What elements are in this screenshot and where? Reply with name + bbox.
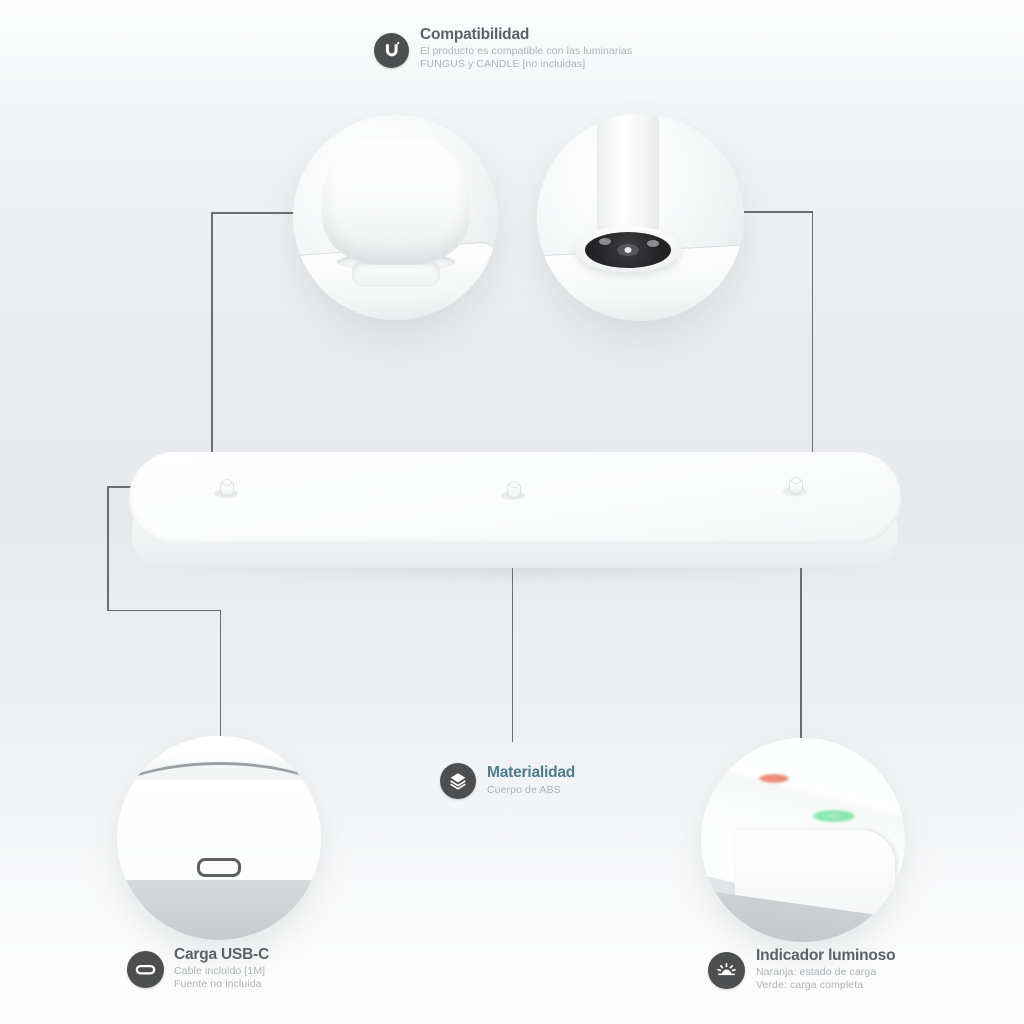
magnet-icon — [374, 33, 409, 68]
usb-charging-line-1: Cable incluido [1M] — [174, 965, 266, 977]
usb-c-port — [197, 858, 241, 877]
candle-base-center-dot — [625, 247, 632, 253]
charging-pin-left — [213, 479, 239, 499]
materiality-title: Materialidad — [487, 764, 576, 781]
callout-line-candle-h — [744, 211, 813, 213]
charging-pin-center — [500, 481, 526, 501]
light-indicator-icon-glyph — [714, 958, 739, 983]
callout-line-usb-v1 — [107, 486, 109, 611]
candle-base-notch — [647, 240, 659, 247]
callout-line-fungus-h — [211, 212, 297, 214]
light-indicator-line-1: Naranja: estado de carga — [756, 966, 877, 978]
callout-line-fungus-v — [211, 212, 213, 456]
fungus-lamp-detail-inset — [293, 115, 498, 320]
compatibility-title: Compatibilidad — [420, 26, 530, 43]
callout-line-materiality-v — [512, 561, 514, 742]
candle-lamp-detail-inset — [537, 114, 744, 321]
pin-tip — [509, 481, 519, 488]
green-led — [813, 810, 855, 822]
callout-line-candle-v — [812, 211, 814, 459]
callout-line-usb-h2 — [107, 610, 221, 612]
materiality-subtitle: Cuerpo de ABS — [487, 784, 561, 796]
usb-port-detail-inset — [117, 736, 321, 940]
magnet-icon-glyph — [380, 39, 403, 62]
candle-base-notch — [599, 238, 611, 245]
pin-tip — [791, 477, 801, 484]
light-indicator-title: Indicador luminoso — [756, 947, 896, 964]
usb-c-port-icon-glyph — [133, 957, 158, 982]
material-layers-icon — [440, 763, 476, 799]
usb-charging-title: Carga USB-C — [174, 946, 270, 963]
inset-ground-shadow — [117, 880, 321, 940]
charging-pin-right — [782, 477, 808, 497]
fungus-lamp-dome — [322, 139, 470, 265]
usb-c-port-icon — [127, 951, 164, 988]
usb-charging-line-2: Fuente no incluida — [174, 978, 262, 990]
light-indicator-icon — [708, 952, 745, 989]
material-layers-icon-glyph — [447, 770, 469, 792]
orange-led — [759, 774, 789, 783]
compatibility-subtitle-line-2: FUNGUS y CANDLE [no incluidas] — [420, 58, 586, 70]
callout-line-usb-v2 — [220, 610, 222, 738]
light-indicator-line-2: Verde: carga completa — [756, 979, 864, 991]
candle-lamp-body — [597, 114, 659, 240]
led-indicator-detail-inset — [701, 738, 905, 942]
compatibility-subtitle-line-1: El producto es compatible con las luminarias — [420, 45, 633, 57]
pin-tip — [222, 479, 232, 486]
